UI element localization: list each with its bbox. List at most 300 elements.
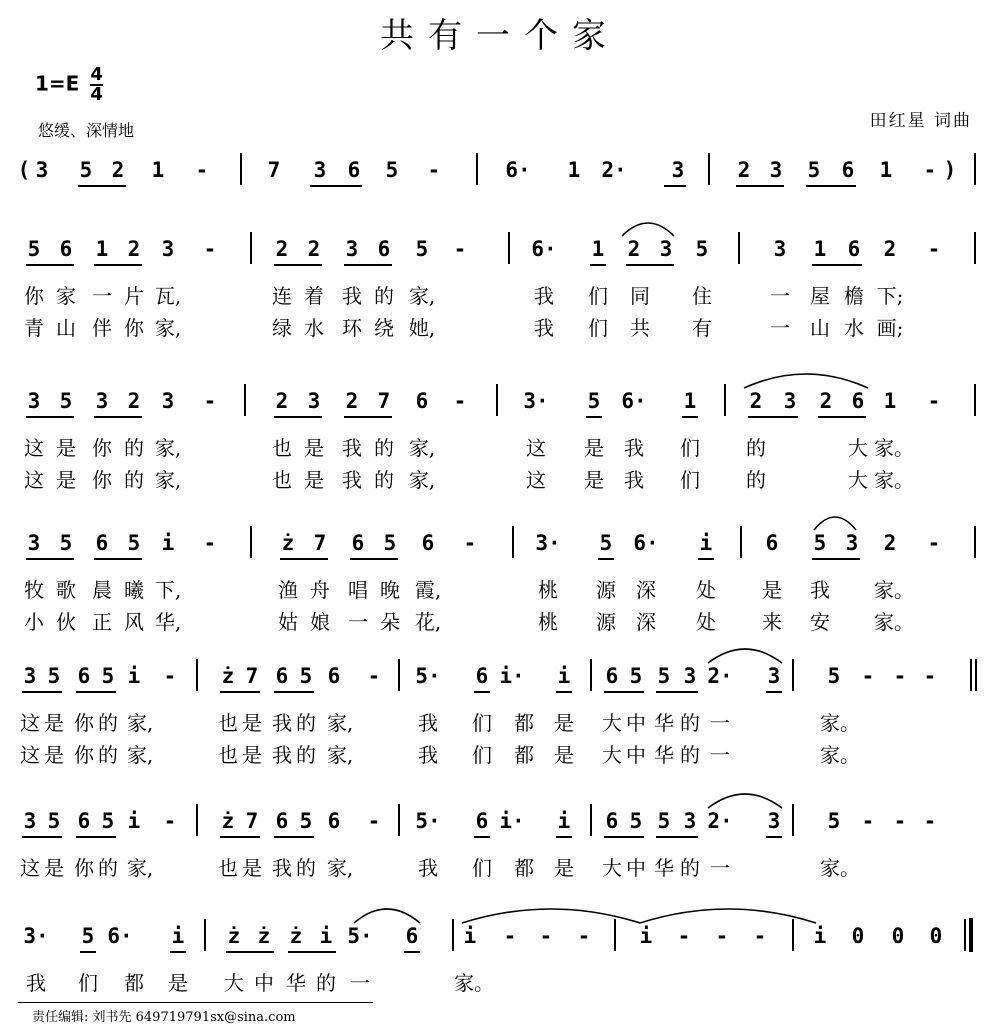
lyric-syllable: 的 [98, 856, 118, 880]
editor-footer: 责任编辑: 刘书先 649719791sx@sina.com [32, 1010, 296, 1025]
note: 3 [683, 809, 697, 833]
eighth-underline [274, 264, 322, 266]
note: 5 [657, 664, 671, 688]
barline [708, 153, 710, 185]
lyric-syllable: 们 [680, 468, 700, 492]
note: - [861, 664, 875, 688]
eighth-underline [590, 264, 606, 266]
lyric-syllable: 的 [124, 436, 144, 460]
lyric-syllable: 也 [218, 711, 238, 735]
eighth-underline [736, 185, 784, 187]
note: 6 [415, 389, 429, 413]
eighth-underline [656, 691, 698, 693]
note: 7 [313, 531, 327, 555]
note: 6 [327, 664, 341, 688]
eighth-underline [226, 951, 274, 953]
lyric-syllable: 伙 [56, 610, 76, 634]
note: 3· [523, 389, 549, 413]
lyric-syllable: 我 [342, 468, 362, 492]
note: 6 [847, 237, 861, 261]
lyric-syllable: 桃 [538, 610, 558, 634]
note: 5 [27, 237, 41, 261]
note: 2 [307, 237, 321, 261]
note: 2· [707, 664, 733, 688]
note: 5 [629, 809, 643, 833]
barline [740, 526, 742, 558]
lyric-syllable: 我 [810, 578, 830, 602]
lyric-syllable: 牧 [24, 578, 44, 602]
lyric-syllable: 一 [350, 971, 370, 995]
lyric-syllable: 是 [584, 468, 604, 492]
note: 6 [605, 664, 619, 688]
lyric-syllable: 下; [876, 284, 904, 308]
note: 6 [765, 531, 779, 555]
eighth-underline [604, 836, 644, 838]
note: 5 [47, 664, 61, 688]
note: i [557, 664, 571, 688]
eighth-underline [682, 416, 698, 418]
note: 6 [351, 531, 365, 555]
note: 5 [101, 809, 115, 833]
eighth-underline [26, 558, 74, 560]
note: ż [227, 924, 241, 948]
lyric-syllable: 你 [92, 436, 112, 460]
note: 5 [827, 664, 841, 688]
lyric-syllable: 你 [24, 284, 44, 308]
eighth-underline [474, 691, 490, 693]
eighth-underline [274, 416, 322, 418]
note: - [203, 531, 217, 555]
eighth-underline [806, 185, 856, 187]
lyric-syllable: 这 [20, 856, 40, 880]
lyric-syllable: 绕 [374, 316, 394, 340]
note: - [927, 389, 941, 413]
lyric-syllable: 都 [514, 711, 534, 735]
barline [792, 659, 794, 691]
barline [964, 919, 966, 951]
note: 2 [111, 158, 125, 182]
lyric-syllable: 水 [304, 316, 324, 340]
lyric-syllable: 下, [154, 578, 182, 602]
lyric-syllable: 朵 [380, 610, 400, 634]
lyric-syllable: 这 [20, 711, 40, 735]
eighth-underline [818, 416, 866, 418]
note: - [577, 924, 591, 948]
lyric-syllable: 也 [272, 468, 292, 492]
lyric-syllable: 家, [126, 711, 154, 735]
lyric-syllable: 你 [74, 711, 94, 735]
lyric-syllable: 这 [526, 436, 546, 460]
lyric-syllable: 共 [630, 316, 650, 340]
note: i [557, 809, 571, 833]
lyric-syllable: 家, [326, 743, 354, 767]
note: 3 [161, 389, 175, 413]
lyric-syllable: 曦 [124, 578, 144, 602]
note: 1 [883, 389, 897, 413]
lyric-syllable: 家, [126, 743, 154, 767]
note: 5 [629, 664, 643, 688]
lyric-syllable: 的 [680, 711, 700, 735]
lyric-syllable: 安 [810, 610, 830, 634]
note: 5 [79, 158, 93, 182]
lyric-syllable: 是 [554, 743, 574, 767]
lyric-syllable: 也 [272, 436, 292, 460]
note: i [639, 924, 653, 948]
note: 2· [707, 809, 733, 833]
time-signature [90, 66, 103, 104]
lyric-syllable: 我 [534, 316, 554, 340]
note: 6· [107, 924, 133, 948]
lyric-syllable: 家, [408, 468, 436, 492]
note: 5 [415, 237, 429, 261]
barline [250, 232, 252, 264]
note: 2 [737, 158, 751, 182]
note: - [893, 664, 907, 688]
note: - [715, 924, 729, 948]
note: 3 [313, 158, 327, 182]
note: - [203, 389, 217, 413]
barline [196, 659, 198, 691]
eighth-underline [812, 264, 862, 266]
note: 3 [683, 664, 697, 688]
note: 2 [627, 237, 641, 261]
lyric-syllable: 们 [680, 436, 700, 460]
note: 7 [245, 809, 259, 833]
note: 5 [299, 809, 313, 833]
eighth-underline [664, 185, 686, 187]
lyric-syllable: 源 [596, 610, 616, 634]
note: 3· [535, 531, 561, 555]
eighth-underline [94, 416, 142, 418]
notation-line [0, 923, 1000, 957]
notation-line [0, 388, 1000, 422]
note: ż [281, 531, 295, 555]
eighth-underline [748, 416, 798, 418]
lyric-syllable: 家, [408, 436, 436, 460]
lyric-syllable: 一 [710, 711, 730, 735]
lyric-syllable: 处 [696, 578, 716, 602]
lyric-syllable: 这 [526, 468, 546, 492]
eighth-underline [698, 558, 714, 560]
slur [354, 909, 420, 925]
note: 2 [883, 237, 897, 261]
note: ż [289, 924, 303, 948]
note: 2 [127, 237, 141, 261]
note: - [893, 809, 907, 833]
eighth-underline [78, 185, 126, 187]
lyric-syllable: 我 [272, 743, 292, 767]
barline [196, 804, 198, 836]
note: - [453, 389, 467, 413]
note: 5 [59, 389, 73, 413]
note: 6 [77, 664, 91, 688]
lyric-syllable: 晚 [380, 578, 400, 602]
lyric-syllable: 的 [296, 711, 316, 735]
eighth-underline [626, 264, 674, 266]
note: - [923, 664, 937, 688]
eighth-underline [94, 558, 142, 560]
lyric-syllable: 你 [124, 316, 144, 340]
lyric-syllable: 一 [710, 856, 730, 880]
time-bottom: 4 [90, 84, 103, 105]
lyric-syllable: 你 [74, 743, 94, 767]
lyric-syllable: 娘 [310, 610, 330, 634]
lyric-syllable: 一 [92, 284, 112, 308]
lyric-syllable: 的 [374, 436, 394, 460]
lyric-syllable: 花, [414, 610, 442, 634]
lyric-syllable: 的 [98, 743, 118, 767]
lyric-syllable: 们 [78, 971, 98, 995]
lyric-syllable: 风 [124, 610, 144, 634]
note: 3 [767, 809, 781, 833]
note: 2 [127, 389, 141, 413]
note: 6· [621, 389, 647, 413]
note: - [463, 531, 477, 555]
lyric-syllable: 这 [24, 468, 44, 492]
lyric-syllable: 是 [44, 856, 64, 880]
eighth-underline [586, 416, 602, 418]
note: 5· [415, 664, 441, 688]
lyric-syllable: 的 [98, 711, 118, 735]
lyric-syllable: 是 [554, 856, 574, 880]
eighth-underline [766, 836, 782, 838]
barline [512, 526, 514, 558]
note: 5 [807, 158, 821, 182]
note: 2 [275, 237, 289, 261]
lyric-syllable: 家。 [874, 468, 914, 492]
note: i [127, 809, 141, 833]
lyric-syllable: 画; [876, 316, 904, 340]
lyric-syllable: 家, [126, 856, 154, 880]
note: 6 [841, 158, 855, 182]
note: - [503, 924, 517, 948]
note: ż [221, 664, 235, 688]
slur [622, 222, 674, 238]
barline [508, 232, 510, 264]
barline [974, 153, 976, 185]
note: 5 [695, 237, 709, 261]
eighth-underline [404, 951, 420, 953]
barline [244, 384, 246, 416]
note: 0 [929, 924, 943, 948]
lyric-syllable: 绿 [272, 316, 292, 340]
note: 1 [151, 158, 165, 182]
key-signature [35, 66, 103, 104]
barline [496, 384, 498, 416]
note: 7 [377, 389, 391, 413]
note: 3 [161, 237, 175, 261]
lyric-syllable: 瓦, [154, 284, 182, 308]
lyric-syllable: 华 [654, 743, 674, 767]
note: 5 [299, 664, 313, 688]
lyric-syllable: 华 [654, 711, 674, 735]
note: 3 [845, 531, 859, 555]
slur [708, 794, 782, 810]
lyric-syllable: 的 [296, 743, 316, 767]
lyric-syllable: 我 [272, 711, 292, 735]
lyric-syllable: 我 [418, 856, 438, 880]
note: 1 [95, 237, 109, 261]
eighth-underline [474, 836, 490, 838]
eighth-underline [598, 558, 614, 560]
note: 2 [883, 531, 897, 555]
note: 3 [35, 158, 49, 182]
note: 3 [27, 389, 41, 413]
note: - [203, 237, 217, 261]
barline [250, 526, 252, 558]
lyric-syllable: 这 [24, 436, 44, 460]
slur [708, 649, 782, 665]
note: 6 [95, 531, 109, 555]
note: 6· [505, 158, 531, 182]
note: 5 [827, 809, 841, 833]
note: 6 [851, 389, 865, 413]
lyric-syllable: 家, [408, 284, 436, 308]
lyric-syllable: 歌 [56, 578, 76, 602]
note: i· [499, 809, 525, 833]
note: 6 [421, 531, 435, 555]
eighth-underline [344, 416, 392, 418]
lyric-syllable: 的 [374, 468, 394, 492]
barline [476, 153, 478, 185]
lyric-syllable: 家。 [820, 856, 860, 880]
note: 3 [23, 809, 37, 833]
lyric-syllable: 家。 [874, 436, 914, 460]
lyric-syllable: 是 [584, 436, 604, 460]
note: 5 [127, 531, 141, 555]
lyric-syllable: 处 [696, 610, 716, 634]
lyric-syllable: 环 [342, 316, 362, 340]
lyric-syllable: 家。 [874, 578, 914, 602]
note: 6 [475, 664, 489, 688]
lyric-syllable: 是 [44, 743, 64, 767]
lyric-syllable: 霞, [414, 578, 442, 602]
eighth-underline [280, 558, 328, 560]
lyric-syllable: 中 [254, 971, 274, 995]
composer-credit: 田红星 词曲 [869, 111, 972, 131]
eighth-underline [766, 691, 782, 693]
lyric-syllable: 是 [242, 856, 262, 880]
note: 2 [345, 389, 359, 413]
lyric-syllable: 中 [626, 856, 646, 880]
lyric-syllable: 是 [554, 711, 574, 735]
note: 5· [347, 924, 373, 948]
note: 3 [767, 664, 781, 688]
note: 5 [385, 158, 399, 182]
lyric-syllable: 片 [124, 284, 144, 308]
eighth-underline [26, 416, 74, 418]
eighth-underline [80, 951, 96, 953]
lyric-syllable: 家。 [820, 743, 860, 767]
lyric-syllable: 姑 [278, 610, 298, 634]
lyric-syllable: 我 [342, 436, 362, 460]
lyric-syllable: 是 [56, 468, 76, 492]
lyric-syllable: 们 [472, 856, 492, 880]
lyric-syllable: 家, [154, 316, 182, 340]
note: - [861, 809, 875, 833]
lyric-syllable: 是 [242, 711, 262, 735]
eighth-underline [556, 836, 572, 838]
lyric-syllable: 有 [692, 316, 712, 340]
note: 5 [59, 531, 73, 555]
lyric-syllable: 家。 [454, 971, 494, 995]
note: - [163, 809, 177, 833]
note: 5 [81, 924, 95, 948]
note: 5 [587, 389, 601, 413]
slur [462, 909, 640, 925]
note: 6 [77, 809, 91, 833]
note: i [463, 924, 477, 948]
note: 3 [23, 664, 37, 688]
eighth-underline [812, 558, 860, 560]
lyric-syllable: 大 [602, 711, 622, 735]
note: - [195, 158, 209, 182]
lyric-syllable: 渔 [278, 578, 298, 602]
barline [724, 384, 726, 416]
note: 3· [23, 924, 49, 948]
note: - [923, 809, 937, 833]
eighth-underline [26, 264, 74, 266]
eighth-underline [22, 836, 62, 838]
lyric-syllable: 中 [626, 743, 646, 767]
note: i [161, 531, 175, 555]
lyric-syllable: 华 [286, 971, 306, 995]
note: 6 [327, 809, 341, 833]
note: - [453, 237, 467, 261]
lyric-syllable: 家, [326, 856, 354, 880]
lyric-syllable: 也 [218, 856, 238, 880]
note: - [753, 924, 767, 948]
lyric-syllable: 她, [408, 316, 436, 340]
lyric-syllable: 山 [810, 316, 830, 340]
lyric-syllable: 同 [630, 284, 650, 308]
lyric-syllable: 我 [624, 468, 644, 492]
lyric-syllable: 舟 [310, 578, 330, 602]
lyric-syllable: 家。 [874, 610, 914, 634]
note: 3 [783, 389, 797, 413]
lyric-syllable: 晨 [92, 578, 112, 602]
slur [640, 909, 816, 925]
barline [204, 919, 206, 951]
notation-line [0, 808, 1000, 842]
note: 3 [307, 389, 321, 413]
note: 1 [813, 237, 827, 261]
lyric-syllable: 家, [326, 711, 354, 735]
lyric-syllable: 的 [124, 468, 144, 492]
note: - [927, 237, 941, 261]
lyric-syllable: 们 [472, 711, 492, 735]
lyric-syllable: 伴 [92, 316, 112, 340]
eighth-underline [288, 951, 336, 953]
lyric-syllable: 大 [848, 468, 868, 492]
lyric-syllable: 的 [746, 468, 766, 492]
note: 5 [47, 809, 61, 833]
slur [814, 516, 856, 532]
lyric-syllable: 们 [588, 316, 608, 340]
barline [398, 804, 400, 836]
note: ż [221, 809, 235, 833]
note: 1 [567, 158, 581, 182]
lyric-syllable: 唱 [348, 578, 368, 602]
lyric-syllable: 着 [304, 284, 324, 308]
note: 5· [415, 809, 441, 833]
notation-line [0, 157, 1000, 191]
lyric-syllable: 是 [168, 971, 188, 995]
eighth-underline [22, 691, 62, 693]
note: - [367, 664, 381, 688]
lyric-syllable: 是 [304, 436, 324, 460]
note: - [927, 531, 941, 555]
